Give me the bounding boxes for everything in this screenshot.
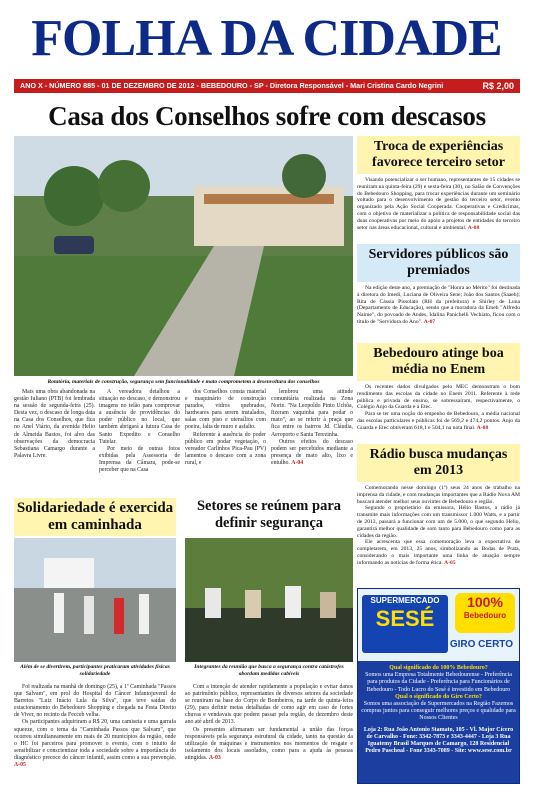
solidariedade-ref: A-05 <box>14 762 26 769</box>
side-article-2 <box>357 244 520 326</box>
side-article-4 <box>357 444 520 567</box>
side4-text-3: Ele acrescenta que essa comemoração leva a expectativa de completarem, em 2013, 25 anos, simbolizando as Bodas de Prata, considerando o mais importante uma linha de atuação sempre informando as notícias de forma ética. <box>357 539 520 566</box>
side3-ref: A-08 <box>476 424 489 431</box>
side1-text: Visando potencializar o ser humano, representantes de 15 cidades se reuniram na quinta-feira (29) e sexta-feira (30), no Salão de Convenções do Bebedouro Shopping, para trocar experiências durante um seminário voltado para o desenvolvimento de gestão do terceiro setor, evento organizado pela Ação Social Cooperada. Cooperativas e Credicimas, com o objetivo de materializar a política de responsabilidade social das duas cooperativas por meio do apoio a projetos de entidades do terceiro setor nas áreas educacional, cultural e ambiental. <box>357 177 520 231</box>
side1-headline: Troca de experiências favorece terceiro setor <box>357 136 520 174</box>
ad-badge-top: 100% <box>467 594 503 610</box>
ad-answer-1: Somos uma Empresa Totalmente Bebedourense - Preferência para produtos da Cidade - Preferência para Funcionários de Bebedouro - Todo Lucro do Sesé é investido em Bebedouro <box>365 672 512 693</box>
ad-question-2: Qual o significado do Giro Certo? <box>395 693 482 700</box>
main-photo-caption: Rotatória, materiais de construção, segurança sem funcionalidade e mato comprometem a desenvoltura dos conselhos <box>47 379 320 385</box>
sese-logo <box>362 595 448 653</box>
main-ref: A-04 <box>291 459 304 466</box>
solidariedade-photo-image <box>14 538 176 662</box>
main-headline: Casa dos Conselhos sofre com descasos <box>48 101 486 131</box>
solidariedade-text-1: Foi realizada na manhã de domingo (25), a 1ª Caminhada "Passos que Salvam", em prol do Hospital do Câncer Infantojuvenil de Barretos "Luiz Inácio Lula da Silva", que teve saídas do estacionamento do Bebedouro Shopping e chegada na Festa Direito de Viver, no recinto da Fecceb velha. <box>14 684 176 719</box>
setores-text-2: Os presentes afirmaram ser fundamental a união das forças responsáveis pela segurança estrutural da cidade, tanto na questão da utilização de máquinas e instrumentos nos momentos de resgate e isolamento dos locais assolados, como para a ajuda às pessoas atingidas. <box>185 726 353 761</box>
main-col4b-text: Outros efeitos do descaso podem ser percebidos mediante a presença de mato alto, lixo e entulho. <box>271 438 353 466</box>
ad-100-badge <box>455 593 515 633</box>
main-col3b-text: Referente à ausência do poder público em podar vegetação, o vereador Carlinhos Pica-Pau (PV) lamentou o descaso com a zona rural, e <box>185 431 266 466</box>
giro-certo-logo: GIRO CERTO <box>449 639 513 650</box>
side2-headline: Servidores públicos são premiados <box>357 244 520 282</box>
setores-photo <box>185 538 353 662</box>
setores-headline: Setores se reúnem para definir segurança <box>196 498 342 531</box>
solidariedade-headline: Solidariedade é exercida em caminhada <box>14 498 176 536</box>
side4-ref: A-05 <box>444 559 456 566</box>
ad-answer-2: Somos uma associação de Supermercados na Região Fazemos compras juntos para conseguir melhores preços e qualidade para Nossos Clientes <box>361 701 516 722</box>
main-col2a-text: A vereadora detalhou a situação no descaso, e demonstrou imagens no telão para comprovar a ausência de providências do poder público no local, que também abrigará a futura Casa de Santo Expedito e Conselho Tutelar. <box>99 389 180 445</box>
side4-text-1: Comemorando nesse domingo (1º) seus 24 anos de trabalho na imprensa da cidade, e com mudanças importantes que a Rádio Nova AM buscará atender melhor seus ouvintes de Bebedouro e região. <box>357 485 520 505</box>
supermarket-ad <box>357 588 520 784</box>
solidariedade-photo <box>14 538 176 662</box>
ad-address: Loja 2: Rua João Antonio Stamato, 105 - Vl. Major Cícero de Carvalho - Fone: 3342-7873 e 3343-4447 - Loja 3 Rua Iguatemy Brasil Marques de Camargo, 128 Residencial Pedro Paschoal - Fone 3343-7089 - Site: www.sese.com.br <box>363 726 514 755</box>
setores-text-1: Com a intenção de atender rapidamente a população e evitar danos ao patrimônio público, representantes de diversos setores da sociedade se reuniram na base do Corpo de Bombeiros, na tarde de quinta-feira (29), para definir metas detalhadas de como agir em caso de fortes chuvas e vendavais que podem passar pela região, de dezembro deste ano até abril de 2013. <box>185 684 353 726</box>
side-article-1 <box>357 136 520 231</box>
main-col1-text: Mais uma obra abandonada na gestão Iuliano (PTB) foi lembrada na sessão de segunda-feira (25). Desta vez, o descaso de longa data na Casa dos Conselhos, que fica no Anel Viário, da avenida Helio de Almeida Bastos, foi alvo das observações da democracia Sebastiana Camargo durante a Palavra Livre. <box>14 389 95 459</box>
solidariedade-text-2: Os participantes adquiriram a R$ 20, uma camiseta e uma garrafa squeeze, com o tema da "Caminhada Passos que Salvam", que ocorreu simultaneamente em mais de 20 municípios da região, onde o HC foi parceiros para promover o evento, com o intuito de sensibilizar e conscientizar toda a sociedade sobre a importância do diagnóstico precoce do câncer infantil, assim como a sua prevenção. <box>14 719 176 761</box>
side2-text: Na edição deste ano, a premiação de "Honra ao Mérito" foi destinada à diretora do Imedi, Luciana de Oliveira Sene; João dos Santos (Saaeb); Rita de Cássia Pissolato (RH da prefeitura) e Shirley de Luna (Departamento de Educação), sendo que a moradora da Emeb "Alfredo Naime", do povoado de Andes, Idalina Panichelli Vechiato, ficou com o título de "Servidora do Ano". <box>357 285 520 325</box>
solidariedade-text <box>14 684 176 769</box>
main-column-2 <box>99 389 180 474</box>
ad-question-1: Qual significado do 100% Bebedouro? <box>389 665 488 671</box>
side4-headline: Rádio busca mudanças em 2013 <box>357 444 520 482</box>
side-article-3 <box>357 343 520 432</box>
setores-photo-image <box>185 538 353 662</box>
ad-brand-top: SUPERMERCADO <box>370 596 440 605</box>
main-col2b-text: Por meio de outras fotos exibidas pela Assessoria de Imprensa da Câmara, pode-se perceber que na Casa <box>99 445 180 474</box>
side3-headline: Bebedouro atinge boa média no Enem <box>357 343 520 381</box>
main-column-3 <box>185 389 266 467</box>
setores-text <box>185 684 353 762</box>
side3-text-2: Para se ter uma noção do empenho de Bebedouro, a média nacional das escolas particulares e públicas foi de 569,2 e 474,2 pontos. Anjo da Guarda e Etec obtiveram 618,1 e 504,1 na nota final. <box>357 411 520 431</box>
masthead <box>0 0 533 78</box>
side1-ref: A-08 <box>467 224 480 231</box>
newspaper-title: FOLHA DA CIDADE <box>31 10 502 67</box>
ad-brand: SESÉ <box>375 606 435 631</box>
issue-info: ANO X - NÚMERO 885 - 01 DE DEZEMBRO DE 2012 - BEBEDOURO - SP - Diretora Responsável - Mari Cristina Cardo Negrini <box>20 81 444 90</box>
issue-bar <box>14 79 520 93</box>
main-column-4 <box>271 389 353 467</box>
price: R$ 2,00 <box>482 81 514 91</box>
side3-text-1: Os recentes dados divulgados pelo MEC demonstram o bom rendimento das escolas da cidade no Enem 2011. Referente à rede pública e privada de ensino, se sobressaíram, respectivamente, o Colégio Anjo da Guarda e a Etec. <box>357 384 520 411</box>
setores-caption: Integrantes da reunião que busca a segurança contra catástrofes abordam medidas cabíveis <box>194 664 344 677</box>
side4-text-2: Segundo o proprietário da emissora, Hélio Bastos, a rádio já transmite mais informações com um transmissor 1.000 Watts, e a partir de 2013, passará a funcionar com um de 5.000, o que segundo Helio, garantirá melhor qualidade de som tanto para Bebedouro como para as cidades da região. <box>357 505 520 539</box>
main-col3a-text: dos Conselhos consta material e maquinário de construção parados, vidros quebrados, hardwares para serem instalados, salas com piso e utensílios com poeira, falta de muro e asfalto. <box>185 389 266 431</box>
main-col4a-text: lembrou uma atitude comunitária realizada na Zona Norte. "Na Leopoldo Pinto Uchôa, fizeram vaquinha para podar o mato", ao se referir à praça que fica entre os bairros Jd. Cláudia, Aeroporto e Santa Terezinha. <box>271 389 353 438</box>
setores-ref: A-03 <box>208 754 221 761</box>
ad-badge-bottom: Bebedouro <box>463 611 507 620</box>
side2-ref: A-07 <box>423 318 436 325</box>
solidariedade-caption: Além de se divertirem, participantes praticaram atividades físicas solidariedade <box>20 664 170 677</box>
main-column-1 <box>14 389 95 460</box>
main-photo-image <box>14 136 353 376</box>
main-photo <box>14 136 353 376</box>
